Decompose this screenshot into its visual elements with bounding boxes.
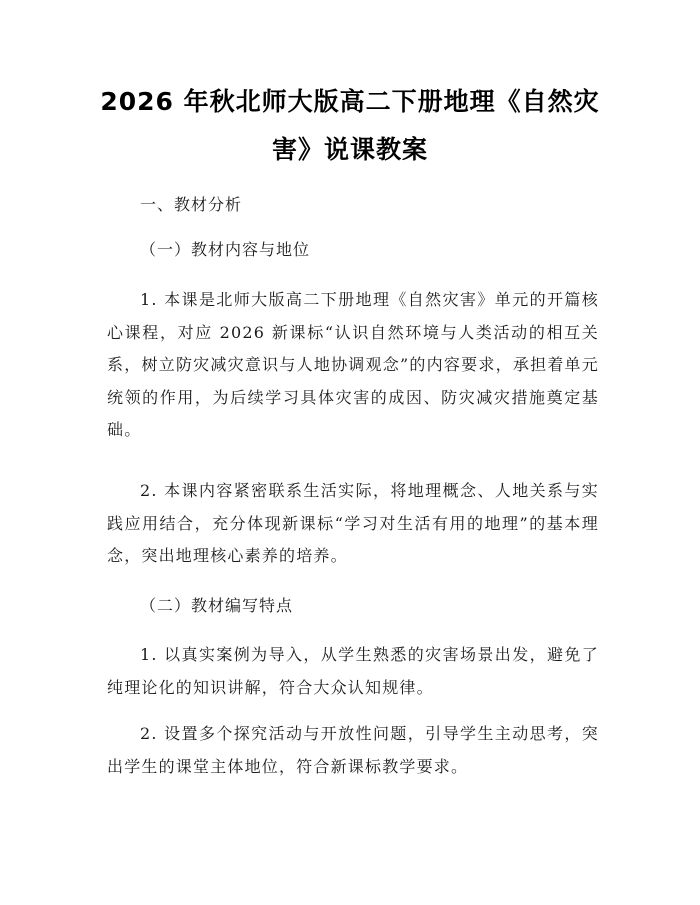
document-title [95,78,605,174]
subsection-heading-compilation-features: （二）教材编写特点 [140,596,294,615]
paragraph-1: 1. 本课是北师大版高二下册地理《自然灾害》单元的开篇核心课程，对应 2026 新课标“认识自然环境与人类活动的相互关系，树立防灾减灾意识与人地协调观念”的内容要求，承担着单元统领的作用，为后续学习具体灾害的成因、防灾减灾措施奠定基础。 [107,290,599,439]
title-line-1: 2026 年秋北师大版高二下册地理《自然灾 [100,87,600,116]
paragraph-4: 2. 设置多个探究活动与开放性问题，引导学生主动思考，突出学生的课堂主体地位，符合新课标教学要求。 [107,724,599,776]
title-line-2: 害》说课教案 [271,135,428,164]
section-heading-textbook-analysis: 一、教材分析 [140,195,243,214]
paragraph-2: 2. 本课内容紧密联系生活实际，将地理概念、人地关系与实践应用结合，充分体现新课标“学习对生活有用的地理”的基本理念，突出地理核心素养的培养。 [107,481,599,565]
subsection-heading-content-position: （一）教材内容与地位 [140,240,311,259]
paragraph-3: 1. 以真实案例为导入，从学生熟悉的灾害场景出发，避免了纯理论化的知识讲解，符合大众认知规律。 [107,645,599,697]
